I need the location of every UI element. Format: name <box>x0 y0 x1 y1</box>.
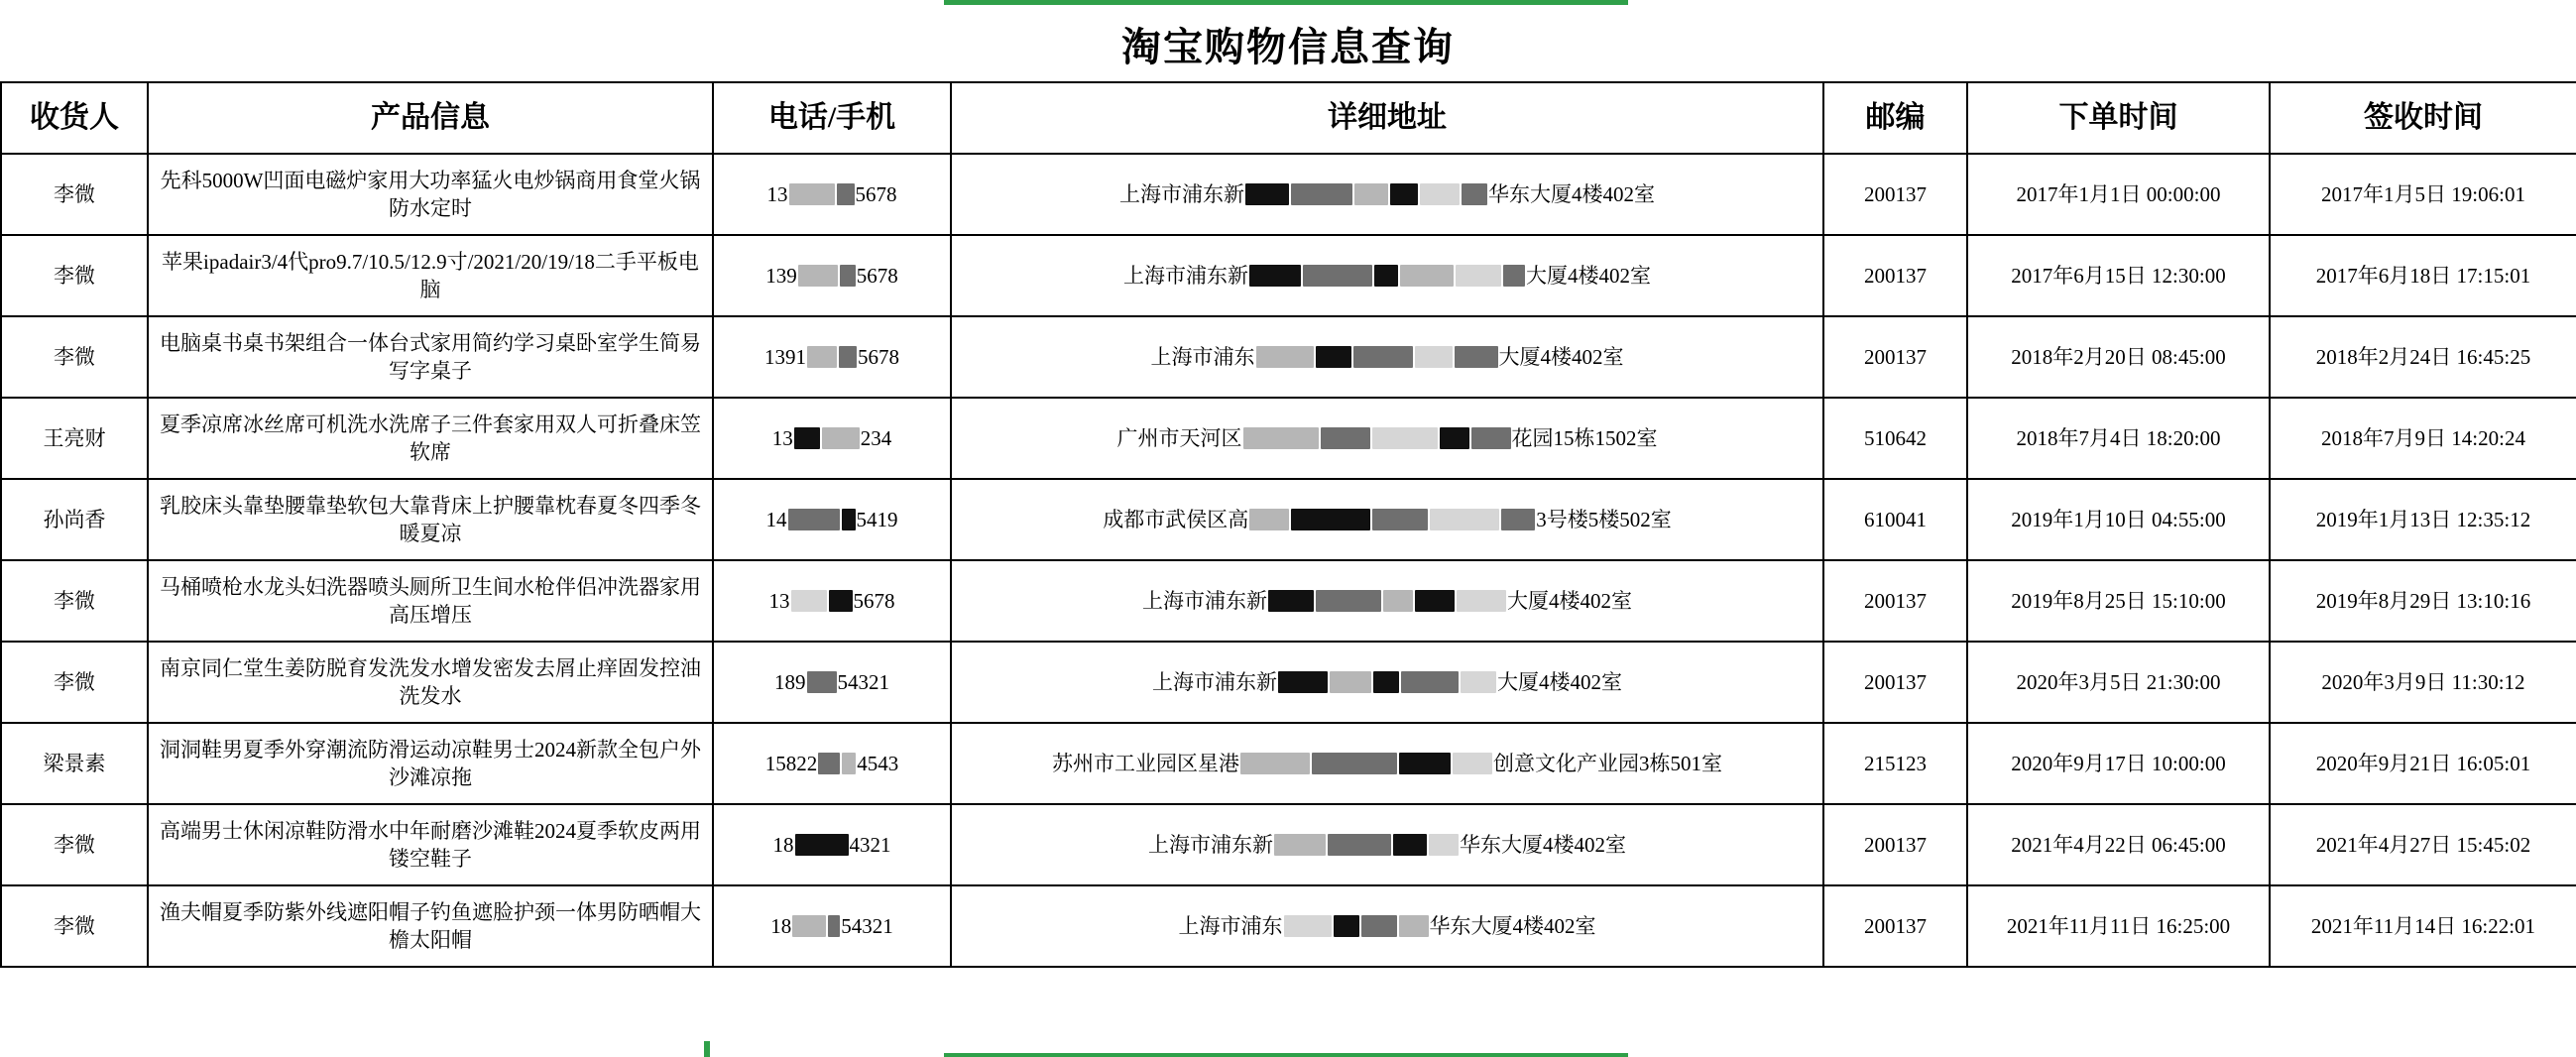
redaction-block <box>1461 671 1496 693</box>
address-prefix: 上海市浦东新 <box>1119 181 1244 206</box>
redaction-block <box>1429 834 1459 856</box>
table-row <box>1 479 2576 560</box>
redaction-block <box>1249 509 1289 530</box>
redaction-block <box>1240 753 1310 774</box>
cell-receive-time: 2017年6月18日 17:15:01 <box>2270 235 2576 316</box>
cell-zipcode: 200137 <box>1823 804 1967 885</box>
cell-address <box>951 316 1823 398</box>
redaction-block <box>1383 590 1413 612</box>
cell-receive-time: 2018年2月24日 16:45:25 <box>2270 316 2576 398</box>
redaction-block <box>807 346 837 368</box>
address-suffix: 大厦4楼402室 <box>1507 588 1632 613</box>
redaction-block <box>1284 915 1332 937</box>
redaction-block <box>1372 427 1438 449</box>
address-prefix: 广州市天河区 <box>1116 425 1242 450</box>
phone-prefix: 18 <box>772 832 794 857</box>
address-suffix: 华东大厦4楼402室 <box>1488 181 1655 206</box>
cell-zipcode: 200137 <box>1823 885 1967 967</box>
redaction-block <box>1321 427 1370 449</box>
cell-order-time: 2019年8月25日 15:10:00 <box>1967 560 2270 642</box>
redaction-block <box>1372 509 1428 530</box>
cell-product: 南京同仁堂生姜防脱育发洗发水增发密发去屑止痒固发控油洗发水 <box>148 642 713 723</box>
redaction-block <box>791 590 827 612</box>
cell-address <box>951 479 1823 560</box>
column-header-order-time: 下单时间 <box>1967 82 2270 154</box>
cell-address <box>951 560 1823 642</box>
cell-product: 电脑桌书桌书架组合一体台式家用简约学习桌卧室学生简易写字桌子 <box>148 316 713 398</box>
redaction-block <box>1328 834 1391 856</box>
cell-recipient: 李微 <box>1 804 148 885</box>
redaction-block <box>818 753 840 774</box>
cell-product: 苹果ipadair3/4代pro9.7/10.5/12.9寸/2021/20/19/18二手平板电脑 <box>148 235 713 316</box>
redaction-block <box>1399 753 1451 774</box>
cell-phone <box>713 235 951 316</box>
address-prefix: 上海市浦东 <box>1178 913 1283 938</box>
cell-order-time: 2020年9月17日 10:00:00 <box>1967 723 2270 804</box>
redaction-block <box>1455 346 1498 368</box>
redaction-block <box>1393 834 1427 856</box>
cell-order-time: 2017年6月15日 12:30:00 <box>1967 235 2270 316</box>
table-row <box>1 723 2576 804</box>
cell-phone <box>713 479 951 560</box>
cell-recipient: 李微 <box>1 154 148 235</box>
cell-recipient: 孙尚香 <box>1 479 148 560</box>
redaction-block <box>1303 265 1372 287</box>
redaction-block <box>1373 671 1399 693</box>
table-row <box>1 804 2576 885</box>
address-prefix: 上海市浦东 <box>1150 344 1255 369</box>
redaction-block <box>792 915 826 937</box>
cell-product: 马桶喷枪水龙头妇洗器喷头厕所卫生间水枪伴侣冲洗器家用高压增压 <box>148 560 713 642</box>
redaction-block <box>1274 834 1326 856</box>
phone-suffix: 5678 <box>853 588 895 613</box>
cell-order-time: 2018年7月4日 18:20:00 <box>1967 398 2270 479</box>
cell-order-time: 2017年1月1日 00:00:00 <box>1967 154 2270 235</box>
cell-recipient: 李微 <box>1 235 148 316</box>
redaction-block <box>1278 671 1328 693</box>
cell-receive-time: 2021年4月27日 15:45:02 <box>2270 804 2576 885</box>
cell-zipcode: 510642 <box>1823 398 1967 479</box>
cell-phone <box>713 723 951 804</box>
redaction-block <box>1503 265 1525 287</box>
redaction-block <box>1354 183 1388 205</box>
redaction-block <box>1420 183 1460 205</box>
table-row <box>1 560 2576 642</box>
phone-prefix: 15822 <box>764 751 818 775</box>
column-header-address: 详细地址 <box>951 82 1823 154</box>
cell-receive-time: 2021年11月14日 16:22:01 <box>2270 885 2576 967</box>
redaction-block <box>1268 590 1314 612</box>
address-suffix: 大厦4楼402室 <box>1497 669 1622 694</box>
cell-receive-time: 2020年9月21日 16:05:01 <box>2270 723 2576 804</box>
redaction-block <box>1415 590 1455 612</box>
redaction-block <box>1399 915 1429 937</box>
cell-recipient: 梁景素 <box>1 723 148 804</box>
table-row <box>1 885 2576 967</box>
selection-accent-top <box>944 0 1628 5</box>
redaction-block <box>1291 183 1352 205</box>
phone-prefix: 18 <box>770 913 792 938</box>
redaction-block <box>829 590 853 612</box>
cell-phone <box>713 316 951 398</box>
cell-zipcode: 200137 <box>1823 316 1967 398</box>
column-header-phone: 电话/手机 <box>713 82 951 154</box>
address-prefix: 成都市武侯区高 <box>1103 507 1249 531</box>
cell-phone <box>713 885 951 967</box>
redaction-block <box>794 427 820 449</box>
redaction-block <box>807 671 837 693</box>
page-title: 淘宝购物信息查询 <box>1121 24 1455 69</box>
cell-product: 高端男士休闲凉鞋防滑水中年耐磨沙滩鞋2024夏季软皮两用镂空鞋子 <box>148 804 713 885</box>
cell-recipient: 李微 <box>1 316 148 398</box>
phone-prefix: 139 <box>765 263 797 288</box>
redaction-block <box>1430 509 1499 530</box>
redaction-block <box>1291 509 1370 530</box>
redaction-block <box>842 753 856 774</box>
redaction-block <box>798 265 838 287</box>
cell-address <box>951 154 1823 235</box>
cell-receive-time: 2019年8月29日 13:10:16 <box>2270 560 2576 642</box>
cell-phone <box>713 154 951 235</box>
redaction-block <box>822 427 860 449</box>
redaction-block <box>1390 183 1418 205</box>
cell-product: 渔夫帽夏季防紫外线遮阳帽子钓鱼遮脸护颈一体男防晒帽大檐太阳帽 <box>148 885 713 967</box>
redaction-block <box>1456 265 1501 287</box>
address-suffix: 花园15栋1502室 <box>1511 425 1658 450</box>
redaction-block <box>795 834 849 856</box>
cell-product: 洞洞鞋男夏季外穿潮流防滑运动凉鞋男士2024新款全包户外沙滩凉拖 <box>148 723 713 804</box>
cell-zipcode: 200137 <box>1823 154 1967 235</box>
cell-receive-time: 2017年1月5日 19:06:01 <box>2270 154 2576 235</box>
redaction-block <box>840 265 856 287</box>
redaction-block <box>828 915 840 937</box>
purchase-info-table <box>0 81 2576 968</box>
cell-zipcode: 215123 <box>1823 723 1967 804</box>
cell-recipient: 李微 <box>1 885 148 967</box>
address-suffix: 大厦4楼402室 <box>1498 344 1624 369</box>
cell-receive-time: 2018年7月9日 14:20:24 <box>2270 398 2576 479</box>
column-header-receive-time: 签收时间 <box>2270 82 2576 154</box>
redaction-block <box>837 183 855 205</box>
selection-accent-tick <box>704 1041 710 1057</box>
phone-suffix: 5678 <box>855 181 897 206</box>
phone-prefix: 13 <box>766 181 788 206</box>
cell-address <box>951 642 1823 723</box>
table-row <box>1 154 2576 235</box>
cell-address <box>951 723 1823 804</box>
cell-phone <box>713 642 951 723</box>
redaction-block <box>1243 427 1319 449</box>
cell-zipcode: 200137 <box>1823 235 1967 316</box>
cell-recipient: 王亮财 <box>1 398 148 479</box>
address-prefix: 苏州市工业园区星港 <box>1052 751 1239 775</box>
phone-prefix: 1391 <box>764 344 806 369</box>
column-header-zipcode: 邮编 <box>1823 82 1967 154</box>
cell-order-time: 2021年4月22日 06:45:00 <box>1967 804 2270 885</box>
redaction-block <box>1415 346 1453 368</box>
phone-prefix: 13 <box>771 425 793 450</box>
table-header-row <box>1 82 2576 154</box>
phone-suffix: 5678 <box>858 344 899 369</box>
phone-suffix: 4321 <box>849 832 891 857</box>
redaction-block <box>788 509 840 530</box>
cell-order-time: 2018年2月20日 08:45:00 <box>1967 316 2270 398</box>
table-row <box>1 642 2576 723</box>
address-prefix: 上海市浦东新 <box>1152 669 1277 694</box>
cell-recipient: 李微 <box>1 560 148 642</box>
redaction-block <box>1453 753 1492 774</box>
redaction-block <box>1361 915 1397 937</box>
redaction-block <box>1401 671 1459 693</box>
phone-suffix: 4543 <box>857 751 899 775</box>
cell-product: 先科5000W凹面电磁炉家用大功率猛火电炒锅商用食堂火锅防水定时 <box>148 154 713 235</box>
cell-zipcode: 200137 <box>1823 560 1967 642</box>
address-prefix: 上海市浦东新 <box>1123 263 1248 288</box>
phone-prefix: 189 <box>774 669 806 694</box>
cell-zipcode: 610041 <box>1823 479 1967 560</box>
redaction-block <box>1353 346 1413 368</box>
cell-address <box>951 398 1823 479</box>
redaction-block <box>1316 590 1381 612</box>
redaction-block <box>1440 427 1469 449</box>
table-row <box>1 316 2576 398</box>
selection-accent-bottom <box>944 1053 1628 1057</box>
cell-receive-time: 2019年1月13日 12:35:12 <box>2270 479 2576 560</box>
redaction-block <box>1249 265 1301 287</box>
cell-receive-time: 2020年3月9日 11:30:12 <box>2270 642 2576 723</box>
cell-phone <box>713 398 951 479</box>
redaction-block <box>1256 346 1314 368</box>
phone-suffix: 5678 <box>856 263 898 288</box>
address-suffix: 创意文化产业园3栋501室 <box>1493 751 1722 775</box>
redaction-block <box>1471 427 1511 449</box>
redaction-block <box>1312 753 1397 774</box>
redaction-block <box>789 183 835 205</box>
cell-product: 乳胶床头靠垫腰靠垫软包大靠背床上护腰靠枕春夏冬四季冬暖夏凉 <box>148 479 713 560</box>
column-header-recipient: 收货人 <box>1 82 148 154</box>
address-suffix: 大厦4楼402室 <box>1526 263 1651 288</box>
table-row <box>1 235 2576 316</box>
phone-suffix: 234 <box>860 425 892 450</box>
address-suffix: 华东大厦4楼402室 <box>1429 913 1596 938</box>
cell-product: 夏季凉席冰丝席可机洗水洗席子三件套家用双人可折叠床笠软席 <box>148 398 713 479</box>
redaction-block <box>1334 915 1359 937</box>
redaction-block <box>1457 590 1506 612</box>
cell-address <box>951 235 1823 316</box>
cell-address <box>951 804 1823 885</box>
cell-phone <box>713 560 951 642</box>
redaction-block <box>1374 265 1398 287</box>
address-suffix: 华东大厦4楼402室 <box>1460 832 1626 857</box>
cell-order-time: 2021年11月11日 16:25:00 <box>1967 885 2270 967</box>
redaction-block <box>1245 183 1289 205</box>
address-prefix: 上海市浦东新 <box>1142 588 1267 613</box>
address-suffix: 3号楼5楼502室 <box>1536 507 1672 531</box>
table-row <box>1 398 2576 479</box>
cell-phone <box>713 804 951 885</box>
phone-prefix: 13 <box>768 588 790 613</box>
cell-order-time: 2020年3月5日 21:30:00 <box>1967 642 2270 723</box>
cell-address <box>951 885 1823 967</box>
title-area <box>0 6 2576 81</box>
redaction-block <box>1501 509 1535 530</box>
column-header-product: 产品信息 <box>148 82 713 154</box>
redaction-block <box>1462 183 1487 205</box>
redaction-block <box>842 509 856 530</box>
redaction-block <box>839 346 857 368</box>
cell-recipient: 李微 <box>1 642 148 723</box>
address-prefix: 上海市浦东新 <box>1148 832 1273 857</box>
redaction-block <box>1330 671 1371 693</box>
phone-suffix: 54321 <box>837 669 889 694</box>
phone-prefix: 14 <box>765 507 787 531</box>
phone-suffix: 5419 <box>856 507 898 531</box>
cell-order-time: 2019年1月10日 04:55:00 <box>1967 479 2270 560</box>
redaction-block <box>1316 346 1351 368</box>
phone-suffix: 54321 <box>841 913 893 938</box>
redaction-block <box>1400 265 1454 287</box>
cell-zipcode: 200137 <box>1823 642 1967 723</box>
